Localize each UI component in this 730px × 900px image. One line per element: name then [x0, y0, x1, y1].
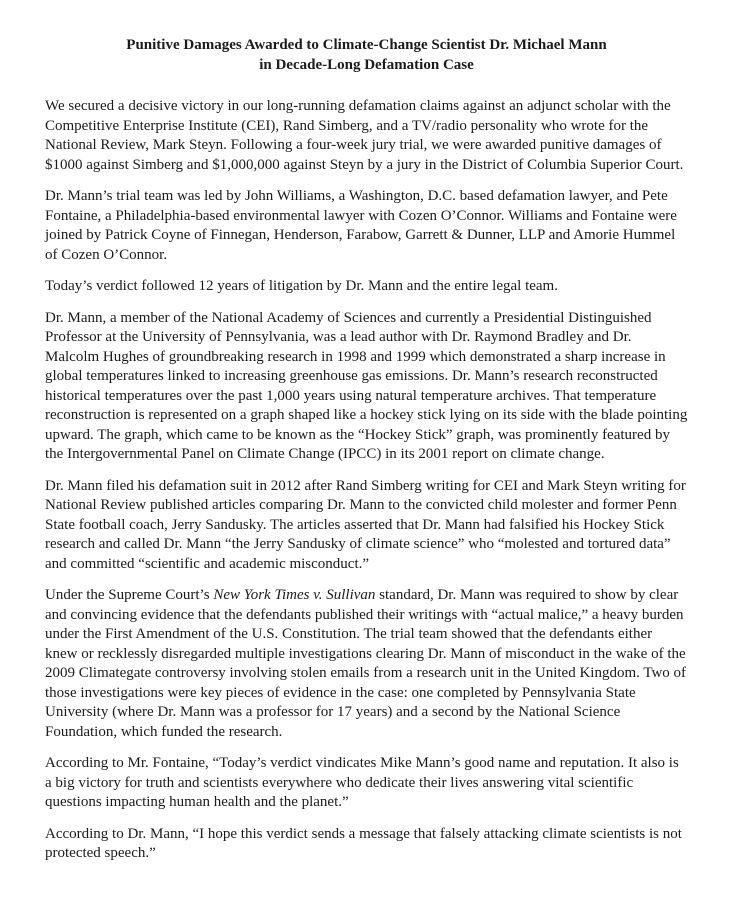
title-line-2: in Decade-Long Defamation Case	[259, 56, 474, 73]
paragraph-mann-quote: According to Dr. Mann, “I hope this verdict sends a message that falsely attacking climate scientists is not protected speech.”	[45, 825, 682, 861]
paragraph-legal-standard	[45, 586, 688, 742]
case-citation: New York Times v. Sullivan	[213, 587, 376, 603]
paragraph-defamation-suit: Dr. Mann filed his defamation suit in 2012 after Rand Simberg writing for CEI and Mark Steyn writing for National Review published articles comparing Dr. Mann to the convicted child molester and former Penn State football coach, Jerry Sandusky. The articles asserted that Dr. Mann had falsified his Hockey Stick research and called Dr. Mann “the Jerry Sandusky of climate science” who “molested and tortured data” and committed “scientific and academic misconduct.”	[45, 477, 686, 572]
legal-standard-text-before: Under the Supreme Court’s	[45, 587, 214, 603]
paragraph-fontaine-quote: According to Mr. Fontaine, “Today’s verdict vindicates Mike Mann’s good name and reputation. It also is a big victory for truth and scientists everywhere who dedicate their lives answering vital scientific questions impacting human health and the planet.”	[45, 755, 679, 810]
paragraph-litigation-duration: Today’s verdict followed 12 years of litigation by Dr. Mann and the entire legal team.	[45, 278, 558, 294]
title-line-1: Punitive Damages Awarded to Climate-Change Scientist Dr. Michael Mann	[126, 37, 607, 53]
paragraph-verdict-summary: We secured a decisive victory in our long-running defamation claims against an adjunct scholar with the Competitive Enterprise Institute (CEI), Rand Simberg, and a TV/radio personality who wrote for the National Review, Mark Steyn. Following a four-week jury trial, we were awarded punitive damages of $1000 against Simberg and $1,000,000 against Steyn by a jury in the District of Columbia Superior Court.	[45, 98, 684, 173]
paragraph-mann-background: Dr. Mann, a member of the National Academy of Sciences and currently a Presidential Distinguished Professor at the University of Pennsylvania, was a lead author with Dr. Raymond Bradley and Dr. Malcolm Hughes of groundbreaking research in 1998 and 1999 which demonstrated a sharp increase in global temperatures linked to increasing greenhouse gas emissions. Dr. Mann’s research reconstructed historical temperatures over the past 1,000 years using natural temperature archives. That temperature reconstruction is represented on a graph shaped like a hockey stick lying on its side with the blade pointing upward. The graph, which came to be known as the “Hockey Stick” graph, was prominently featured by the Intergovernmental Panel on Climate Change (IPCC) in its 2001 report on climate change.	[45, 309, 688, 462]
document-title	[45, 36, 688, 75]
legal-standard-text-after: standard, Dr. Mann was required to show by clear and convincing evidence that the defendants published their writings with “actual malice,” a heavy burden under the First Amendment of the U.S. Constitution. The trial team showed that the defendants either knew or recklessly disregarded multiple investigations clearing Dr. Mann of misconduct in the wake of the 2009 Climategate controversy involving stolen emails from a research unit in the United Kingdom. Two of those investigations were key pieces of evidence in the case: one completed by Pennsylvania State University (where Dr. Mann was a professor for 17 years) and a second by the National Science Foundation, which funded the research.	[45, 587, 687, 740]
paragraph-trial-team: Dr. Mann’s trial team was led by John Williams, a Washington, D.C. based defamation lawyer, and Pete Fontaine, a Philadelphia-based environmental lawyer with Cozen O’Connor. Williams and Fontaine were joined by Patrick Coyne of Finnegan, Henderson, Farabow, Garrett & Dunner, LLP and Amorie Hummel of Cozen O’Connor.	[45, 188, 677, 263]
